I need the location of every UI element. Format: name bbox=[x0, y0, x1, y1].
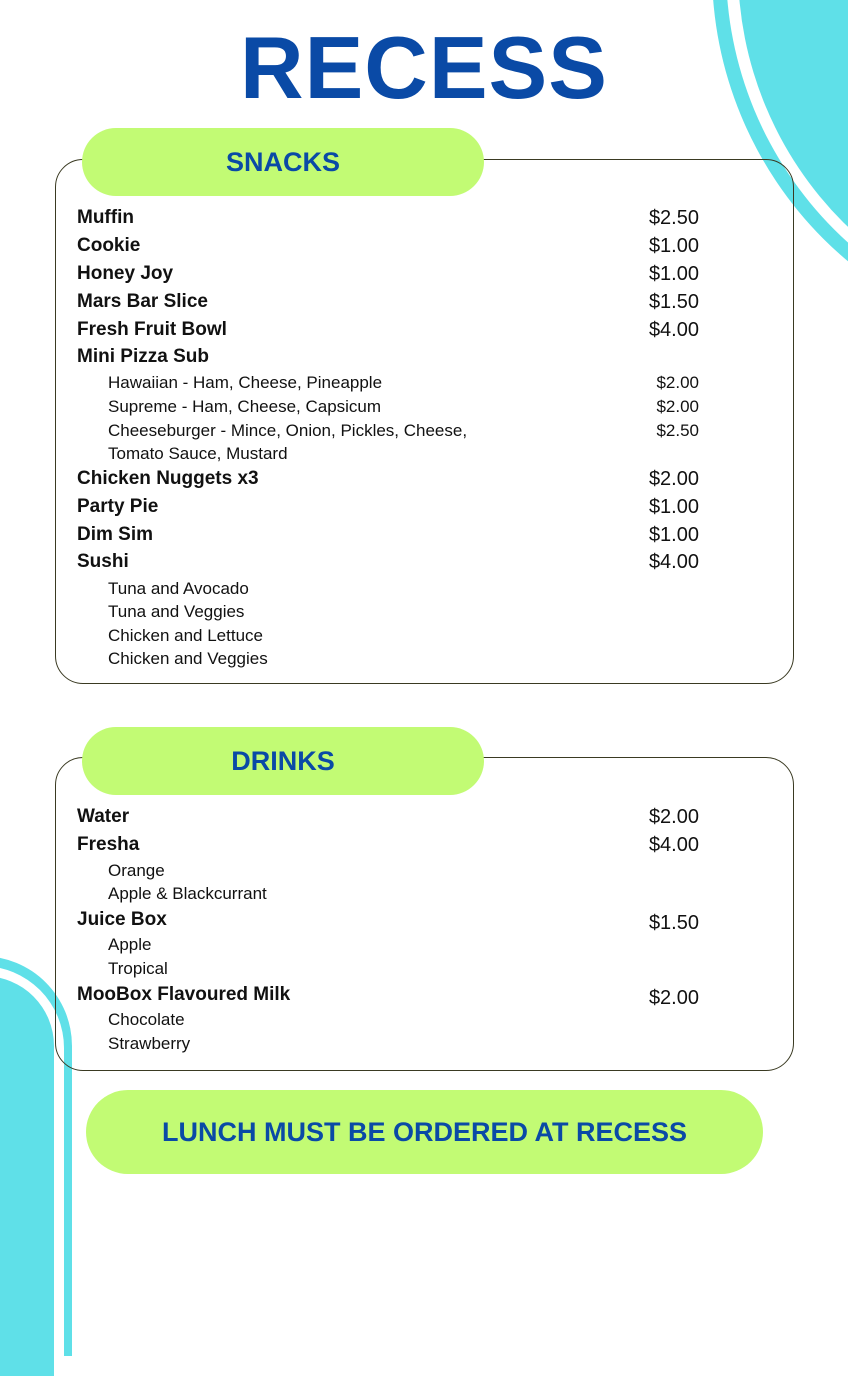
option-name: Hawaiian - Ham, Cheese, Pineapple bbox=[108, 373, 383, 392]
item-price: $4.00 bbox=[648, 551, 699, 573]
menu-item bbox=[77, 288, 699, 316]
item-name: Sushi bbox=[77, 551, 129, 572]
option-price: $2.00 bbox=[656, 373, 699, 392]
item-name: Cookie bbox=[77, 235, 141, 256]
item-price: $2.00 bbox=[648, 987, 699, 1009]
item-price: $1.00 bbox=[648, 524, 699, 546]
item-price: $2.00 bbox=[648, 468, 699, 490]
item-option bbox=[108, 859, 699, 882]
item-name: Muffin bbox=[77, 207, 134, 228]
item-name: Fresh Fruit Bowl bbox=[77, 319, 227, 340]
item-price: $1.50 bbox=[648, 912, 699, 934]
option-name: Chocolate bbox=[108, 1010, 185, 1029]
item-price: $2.50 bbox=[648, 207, 699, 229]
option-name: Tuna and Avocado bbox=[108, 579, 249, 598]
option-name: Apple & Blackcurrant bbox=[108, 884, 267, 903]
item-option bbox=[108, 647, 699, 670]
item-name: Mars Bar Slice bbox=[77, 291, 208, 312]
item-option bbox=[108, 957, 699, 980]
menu-item bbox=[77, 981, 699, 1009]
item-option bbox=[108, 933, 699, 956]
item-option bbox=[108, 1032, 699, 1055]
menu-item bbox=[77, 521, 699, 549]
item-option bbox=[108, 442, 699, 465]
decorative-arc-inner bbox=[0, 976, 54, 1376]
menu-item bbox=[77, 548, 699, 576]
menu-item bbox=[77, 316, 699, 344]
item-name: Honey Joy bbox=[77, 263, 174, 284]
item-price: $4.00 bbox=[648, 834, 699, 856]
item-option bbox=[108, 419, 699, 442]
option-name: Chicken and Lettuce bbox=[108, 626, 263, 645]
menu-item bbox=[77, 493, 699, 521]
item-name: MooBox Flavoured Milk bbox=[77, 984, 291, 1005]
item-option bbox=[108, 600, 699, 623]
option-name: Supreme - Ham, Cheese, Capsicum bbox=[108, 397, 382, 416]
menu-item bbox=[77, 465, 699, 493]
option-name: Tropical bbox=[108, 959, 168, 978]
menu-item bbox=[77, 906, 699, 934]
item-option bbox=[108, 1008, 699, 1031]
drinks-heading: DRINKS bbox=[82, 727, 484, 795]
item-price: $1.00 bbox=[648, 263, 699, 285]
item-name: Dim Sim bbox=[77, 524, 154, 545]
item-name: Party Pie bbox=[77, 496, 159, 517]
item-name: Fresha bbox=[77, 834, 140, 855]
item-name: Juice Box bbox=[77, 909, 167, 930]
option-price: $2.50 bbox=[656, 421, 699, 440]
item-option bbox=[108, 395, 699, 418]
option-name: Cheeseburger - Mince, Onion, Pickles, Cheese, bbox=[108, 421, 468, 440]
menu-item bbox=[77, 260, 699, 288]
item-option bbox=[108, 577, 699, 600]
menu-item bbox=[77, 232, 699, 260]
item-option bbox=[108, 882, 699, 905]
item-price: $2.00 bbox=[648, 806, 699, 828]
item-name: Mini Pizza Sub bbox=[77, 346, 209, 367]
item-option bbox=[108, 624, 699, 647]
item-name: Water bbox=[77, 806, 130, 827]
footer-notice: LUNCH MUST BE ORDERED AT RECESS bbox=[86, 1090, 763, 1174]
menu-item bbox=[77, 204, 699, 232]
item-option bbox=[108, 371, 699, 394]
option-name: Chicken and Veggies bbox=[108, 649, 268, 668]
menu-item bbox=[77, 803, 699, 831]
item-price: $1.00 bbox=[648, 496, 699, 518]
page-title: RECESS bbox=[240, 18, 608, 117]
option-name: Tuna and Veggies bbox=[108, 602, 245, 621]
item-price: $1.00 bbox=[648, 235, 699, 257]
option-name: Orange bbox=[108, 861, 165, 880]
menu-item bbox=[77, 831, 699, 859]
option-name: Tomato Sauce, Mustard bbox=[108, 444, 288, 463]
option-name: Strawberry bbox=[108, 1034, 191, 1053]
snacks-heading: SNACKS bbox=[82, 128, 484, 196]
item-price: $4.00 bbox=[648, 319, 699, 341]
menu-item bbox=[77, 343, 699, 371]
item-name: Chicken Nuggets x3 bbox=[77, 468, 259, 489]
option-name: Apple bbox=[108, 935, 152, 954]
item-price: $1.50 bbox=[648, 291, 699, 313]
option-price: $2.00 bbox=[656, 397, 699, 416]
